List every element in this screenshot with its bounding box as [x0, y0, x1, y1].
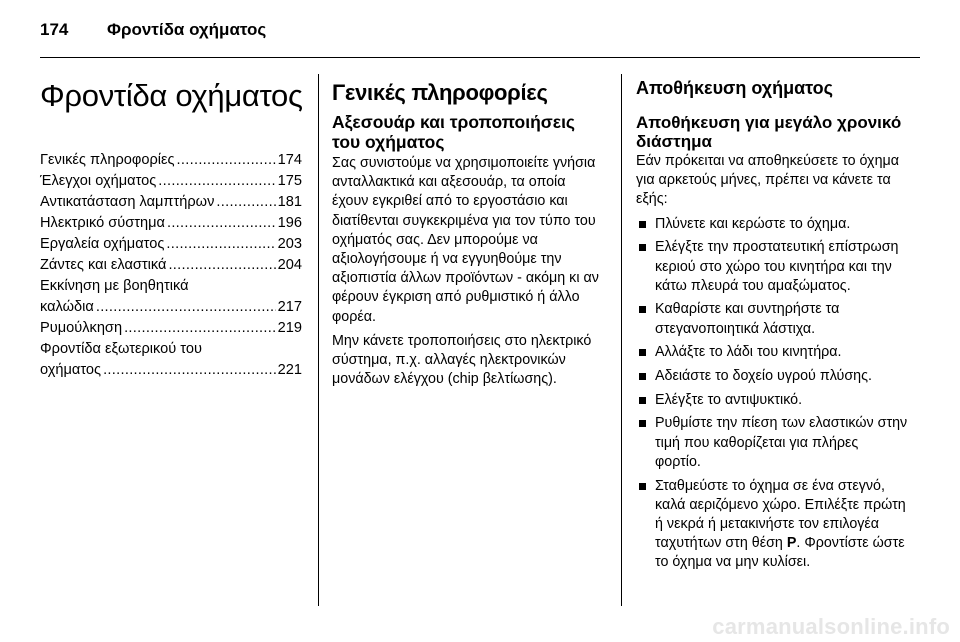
toc-dots	[216, 192, 275, 213]
bullet-square-icon	[639, 244, 646, 251]
list-item	[636, 300, 908, 338]
list-item	[636, 343, 908, 362]
list-item	[636, 215, 908, 234]
list-item	[636, 367, 908, 386]
list-item-text: Αλλάξτε το λάδι του κινητήρα.	[655, 344, 842, 361]
chapter-title: Φροντίδα οχήματος	[40, 78, 303, 113]
column-divider-1	[318, 74, 319, 606]
bullet-list	[636, 215, 908, 573]
toc-entry-text: Αντικατάσταση λαμπτήρων	[40, 194, 215, 210]
list-item-text: . Φροντίστε ώστε το όχημα να μην κυλίσει.	[655, 535, 905, 571]
toc-entry[interactable]	[40, 150, 302, 171]
toc-dots	[177, 150, 276, 171]
toc-entry-text: Ζάντες και ελαστικά	[40, 257, 167, 273]
bullet-square-icon	[639, 483, 646, 490]
list-item-text: Ρυθμίστε την πίεση των ελαστικών στην τιμή που καθορίζεται για πλήρες φορτίο.	[655, 415, 908, 470]
toc-entry-text: οχήματος	[40, 362, 102, 378]
toc-dots	[103, 360, 276, 381]
toc-entry-page: 196	[277, 215, 302, 231]
bullet-square-icon	[639, 221, 646, 228]
toc-entry[interactable]	[40, 318, 302, 339]
column-divider-2	[621, 74, 622, 606]
toc-entry[interactable]	[40, 171, 302, 192]
list-item	[636, 238, 908, 296]
toc-entry[interactable]	[40, 192, 302, 213]
list-item-text: Καθαρίστε και συντηρήστε τα στεγανοποιητικά λάστιχα.	[655, 301, 840, 337]
toc-entry[interactable]	[40, 255, 302, 276]
bullet-square-icon	[639, 349, 646, 356]
toc-entry-page: 204	[277, 257, 302, 273]
storage-column	[636, 74, 908, 577]
toc-entry-text-line1: Εκκίνηση με βοηθητικά	[40, 278, 189, 294]
general-info-column	[332, 74, 604, 394]
toc-entry-text: Γενικές πληροφορίες	[40, 152, 175, 168]
toc-entry-page: 175	[277, 173, 302, 189]
list-item-text: Ελέγξτε το αντιψυκτικό.	[655, 391, 803, 408]
header-rule	[40, 57, 920, 58]
bullet-square-icon	[639, 420, 646, 427]
toc-dots	[166, 234, 275, 255]
paragraph: Σας συνιστούμε να χρησιμοποιείτε γνήσια ανταλλακτικά και αξεσουάρ, τα οποία έχουν εγκριθεί από το εργοστάσιο και διατίθενται συγκεκριμένα για τον τύπο του οχήματός σας. Δεν μπορούμε να αξιολογήσουμε ή να εγγυηθούμε την αξιοπιστία άλλων προϊόντων - ακόμη κι αν φέρουν έγκριση από ρυθμιστικό ή άλλο φορέα.	[332, 155, 599, 325]
toc-entry-page: 174	[277, 152, 302, 168]
toc-column	[40, 74, 302, 381]
toc-entry[interactable]	[40, 276, 302, 318]
list-item-text: Πλύνετε και κερώστε το όχημα.	[655, 215, 851, 232]
toc-entry[interactable]	[40, 213, 302, 234]
subsection-heading: Αποθήκευση για μεγάλο χρονικό διάστημα	[636, 113, 902, 151]
toc-entry-page: 221	[277, 362, 302, 378]
list-item	[636, 414, 908, 472]
gear-position-label: P	[786, 535, 797, 552]
section-heading: Γενικές πληροφορίες	[332, 80, 548, 105]
toc-dots	[167, 213, 276, 234]
page-number: 174	[40, 20, 69, 39]
section-heading: Αποθήκευση οχήματος	[636, 78, 834, 98]
list-item-text: Ελέγξτε την προστατευτική επίστρωση κεριού στο χώρο του κινητήρα και την κάτω πλευρά του αμαξώματος.	[655, 239, 899, 294]
subsection-heading: Αξεσουάρ και τροποποιήσεις του οχήματος	[332, 112, 576, 152]
toc-dots	[96, 297, 276, 318]
bullet-square-icon	[639, 373, 646, 380]
bullet-square-icon	[639, 397, 646, 404]
toc-entry[interactable]	[40, 234, 302, 255]
toc-entry-text: Εργαλεία οχήματος	[40, 236, 165, 252]
toc-dots	[124, 318, 276, 339]
list-item-text: Αδειάστε το δοχείο υγρού πλύσης.	[655, 368, 872, 385]
toc-entry-page: 203	[277, 236, 302, 252]
toc-entry-text: καλώδια	[40, 299, 94, 315]
running-title: Φροντίδα οχήματος	[107, 20, 267, 39]
toc-entry-page: 181	[277, 194, 302, 210]
toc-entry-page: 217	[277, 299, 302, 315]
list-item-text: Σταθμεύστε το όχημα σε ένα στεγνό, καλά αεριζόμενο χώρο. Επιλέξτε πρώτη ή νεκρά ή μετακινήστε τον επιλογέα ταχυτήτων στη θέση	[655, 477, 906, 552]
toc-entry-text: Ηλεκτρικό σύστημα	[40, 215, 165, 231]
toc-entry-text-line1: Φροντίδα εξωτερικού του	[40, 341, 202, 357]
bullet-square-icon	[639, 306, 646, 313]
toc-dots	[168, 255, 275, 276]
page-header	[40, 20, 266, 40]
toc-entry-page: 219	[277, 320, 302, 336]
list-item	[636, 477, 908, 573]
toc-entry[interactable]	[40, 339, 302, 381]
toc-entry-text: Ρυμούλκηση	[40, 320, 123, 336]
toc-dots	[158, 171, 275, 192]
toc-list	[40, 150, 302, 381]
toc-entry-text: Έλεγχοι οχήματος	[40, 173, 157, 189]
paragraph: Μην κάνετε τροποποιήσεις στο ηλεκτρικό σύστημα, π.χ. αλλαγές ηλεκτρονικών μονάδων ελέγχου (chip βελτίωσης).	[332, 332, 592, 388]
watermark: carmanualsonline.info	[712, 614, 950, 639]
paragraph: Εάν πρόκειται να αποθηκεύσετε το όχημα για αρκετούς μήνες, πρέπει να κάνετε τα εξής:	[636, 153, 900, 208]
list-item	[636, 391, 908, 410]
